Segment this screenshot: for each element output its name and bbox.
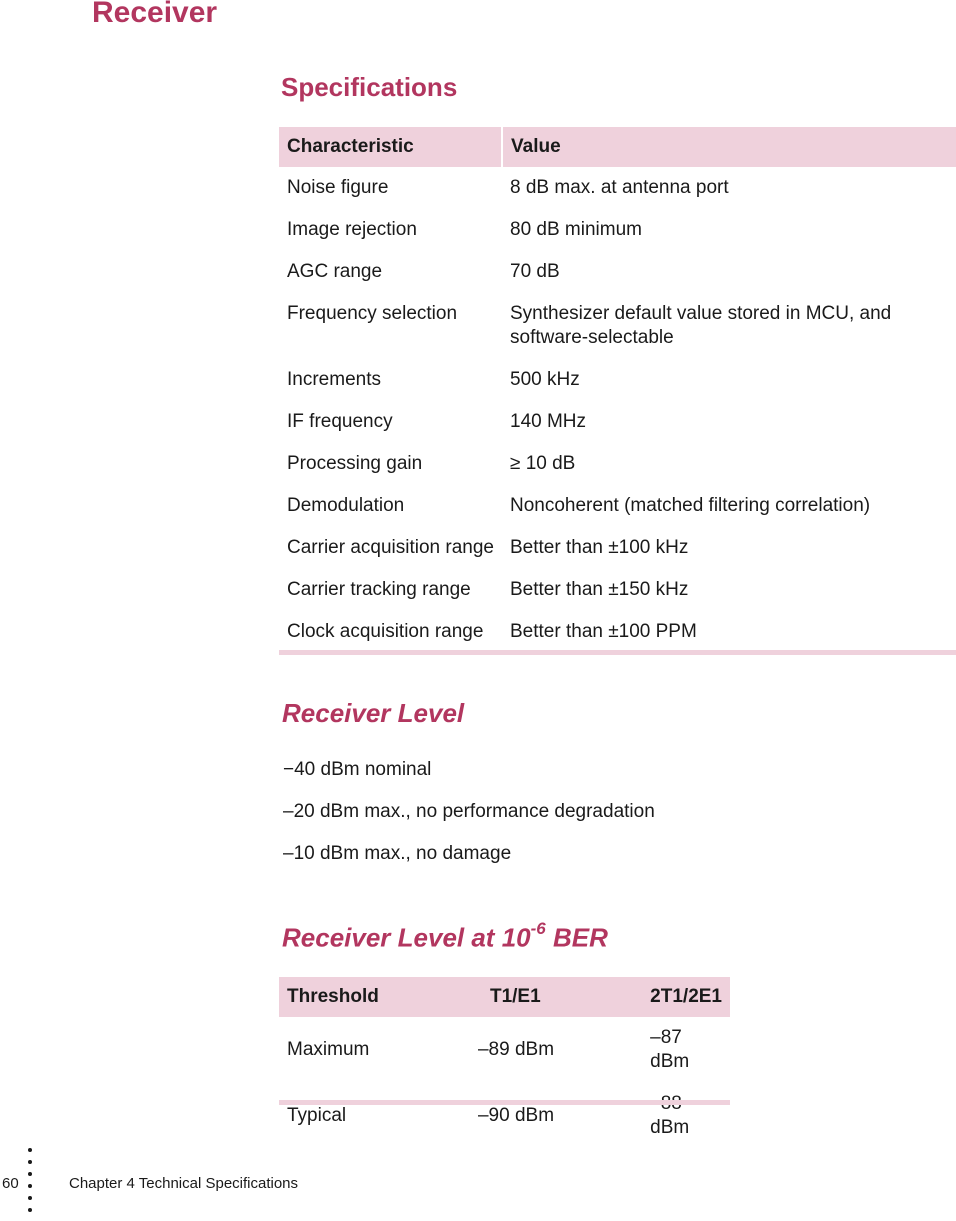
table-bottom-rule (279, 650, 956, 655)
threshold-cell: Maximum (287, 1039, 370, 1060)
ber-heading (282, 919, 608, 954)
chapter-label: Chapter 4 Technical Specifications (69, 1175, 299, 1192)
2t1-cell: dBm (650, 1117, 690, 1138)
ber-heading-suffix: BER (545, 922, 608, 953)
table-row (279, 401, 956, 443)
characteristic-cell: Frequency selection (287, 303, 458, 324)
characteristic-cell: IF frequency (287, 411, 393, 432)
column-header-value: Value (502, 127, 956, 167)
characteristic-cell: Carrier acquisition range (287, 537, 494, 558)
characteristic-cell: Image rejection (287, 219, 417, 240)
value-cell: ≥ 10 dB (510, 453, 576, 474)
characteristic-cell: AGC range (287, 261, 383, 282)
column-header-2t1-2e1: 2T1/2E1 (622, 977, 730, 1017)
value-cell: Synthesizer default value stored in MCU, and software-selectable (510, 303, 892, 348)
characteristic-cell: Demodulation (287, 495, 405, 516)
column-header-characteristic: Characteristic (279, 127, 502, 167)
characteristic-cell: Clock acquisition range (287, 621, 484, 642)
characteristic-cell: Noise figure (287, 177, 389, 198)
table-header-row (279, 127, 956, 167)
2t1-cell: –87 dBm (650, 1027, 690, 1072)
characteristic-cell: Carrier tracking range (287, 579, 471, 600)
table-row (279, 293, 956, 359)
value-cell: 80 dB minimum (510, 219, 642, 240)
table-row (279, 485, 956, 527)
table-row (279, 443, 956, 485)
column-header-t1e1: T1/E1 (450, 977, 622, 1017)
receiver-level-item: –20 dBm max., no performance degradation (283, 801, 655, 822)
column-header-threshold: Threshold (279, 977, 450, 1017)
page-title: Receiver (92, 0, 218, 29)
value-cell: 8 dB max. at antenna port (510, 177, 729, 198)
characteristic-cell: Processing gain (287, 453, 423, 474)
value-cell: Better than ±150 kHz (510, 579, 689, 600)
t1e1-cell: –90 dBm (477, 1105, 555, 1126)
table-row (279, 359, 956, 401)
table-row (279, 1083, 730, 1149)
specifications-heading: Specifications (281, 72, 458, 102)
table-row (279, 527, 956, 569)
table-row (279, 167, 956, 209)
value-cell: 70 dB (510, 261, 560, 282)
table-row (279, 569, 956, 611)
threshold-cell: Typical (287, 1105, 347, 1126)
ber-heading-text: Receiver Level at 10 (282, 922, 531, 953)
specifications-table (279, 127, 956, 657)
table-header-row (279, 977, 730, 1017)
value-cell: Noncoherent (matched filtering correlation) (510, 495, 871, 516)
receiver-level-heading: Receiver Level (282, 698, 465, 728)
ber-heading-exponent: -6 (530, 919, 546, 938)
ber-table (279, 977, 730, 1149)
ber-table-bottom-rule (279, 1100, 730, 1105)
value-cell: 140 MHz (510, 411, 587, 432)
table-row (279, 209, 956, 251)
page-number: 60 (2, 1175, 19, 1192)
receiver-level-item: –10 dBm max., no damage (283, 843, 512, 864)
value-cell: 500 kHz (510, 369, 580, 390)
characteristic-cell: Increments (287, 369, 381, 390)
value-cell: Better than ±100 PPM (510, 621, 697, 642)
margin-dots (28, 1148, 32, 1220)
table-row (279, 1017, 730, 1083)
value-cell: Better than ±100 kHz (510, 537, 689, 558)
t1e1-cell: –89 dBm (477, 1039, 555, 1060)
receiver-level-item: −40 dBm nominal (283, 759, 432, 780)
table-row (279, 251, 956, 293)
